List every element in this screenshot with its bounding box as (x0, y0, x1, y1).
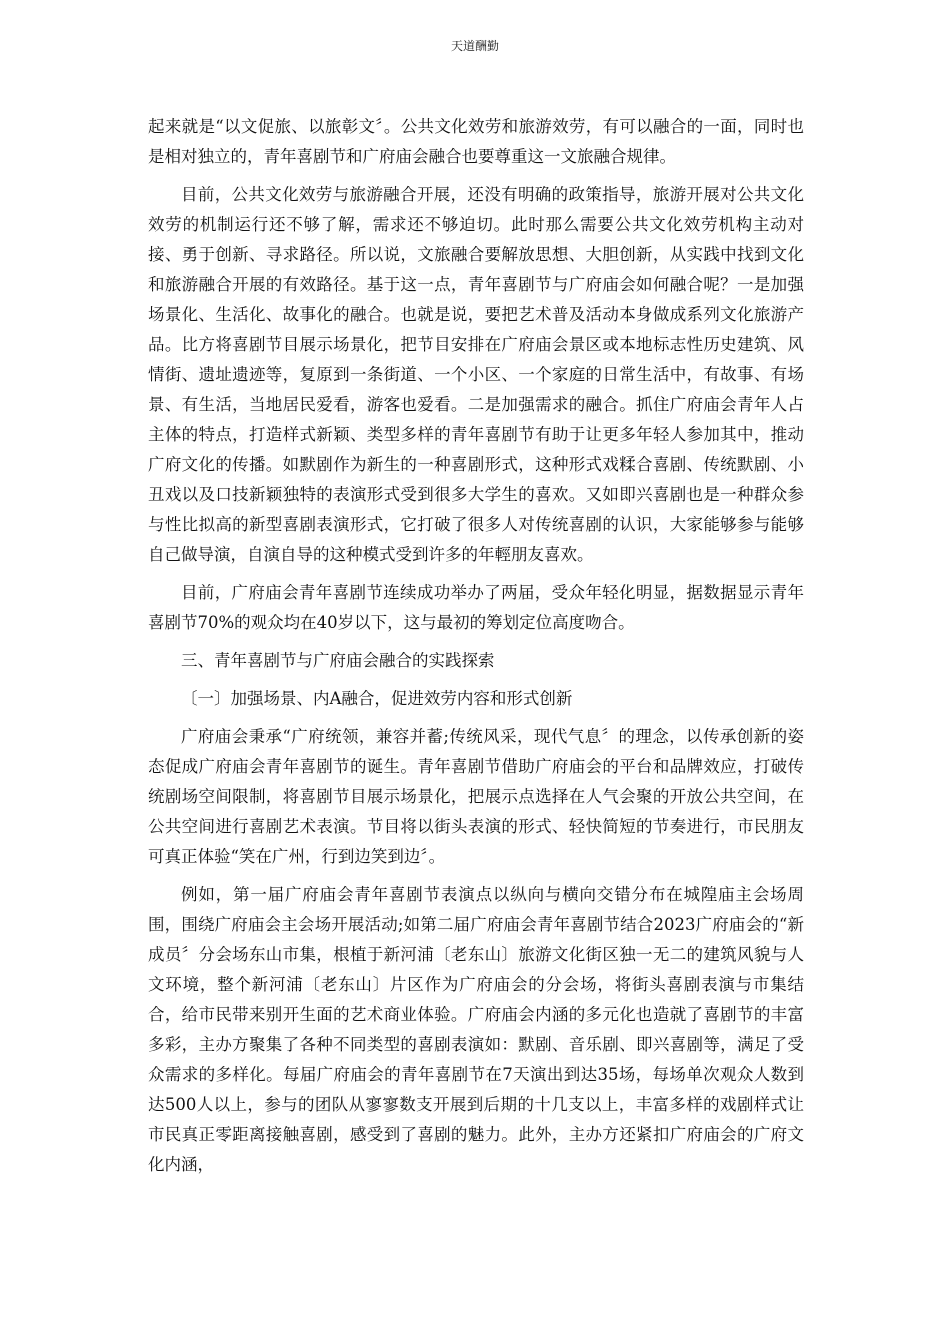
paragraph-continuation: 起来就是“以文促旅、以旅彰文〞。公共文化效劳和旅游效劳，有可以融合的一面，同时也是相对独立的，青年喜剧节和广府庙会融合也要尊重这一文旅融合规律。 (148, 117, 804, 166)
paragraph: 目前，公共文化效劳与旅游融合开展，还没有明确的政策指导，旅游开展对公共文化效劳的机制运行还不够了解，需求还不够迫切。此时那么需要公共文化效劳机构主动对接、勇于创新、寻求路径。所以说，文旅融合要解放思想、大胆创新，从实践中找到文化和旅游融合开展的有效路径。基于这一点，青年喜剧节与广府庙会如何融合呢？一是加强场景化、生活化、故事化的融合。也就是说，要把艺术普及活动本身做成系列文化旅游产品。比方将喜剧节目展示场景化，把节目安排在广府庙会景区或本地标志性历史建筑、风情街、遗址遗迹等，复原到一条街道、一个小区、一个家庭的日常生活中，有故事、有场景、有生活，当地居民爱看，游客也爱看。二是加强需求的融合。抓住广府庙会青年人占主体的特点，打造样式新颖、类型多样的青年喜剧节有助于让更多年轻人参加其中，推动广府文化的传播。如默剧作为新生的一种喜剧形式，这种形式戏糅合喜剧、传统默剧、小丑戏以及口技新颖独特的表演形式受到很多大学生的喜欢。又如即兴喜剧也是一种群众参与性比拟高的新型喜剧表演形式，它打破了很多人对传统喜剧的认识，大家能够参与能够自己做导演，自演自导的这种模式受到许多的年輕朋友喜欢。 (148, 185, 804, 564)
paragraph: 例如，第一届广府庙会青年喜剧节表演点以纵向与横向交错分布在城隍庙主会场周围，围绕广府庙会主会场开展活动;如第二届广府庙会青年喜剧节结合2023广府庙会的“新成员〞分会场东山市集，根植于新河浦〔老东山〕旅游文化街区独一无二的建筑风貌与人文环境，整个新河浦〔老东山〕片区作为广府庙会的分会场，将街头喜剧表演与市集结合，给市民带来别开生面的艺术商业体验。广府庙会内涵的多元化也造就了喜剧节的丰富多彩，主办方聚集了各种不同类型的喜剧表演如：默剧、音乐剧、即兴喜剧等，满足了受众需求的多样化。每届广府庙会的青年喜剧节在7天演出到达35场，每场单次观众人数到达500人以上，参与的团队从寥寥数支开展到后期的十几支以上，丰富多样的戏剧样式让市民真正零距离接触喜剧，感受到了喜剧的魅力。此外，主办方还紧扣广府庙会的广府文化内涵， (148, 885, 804, 1174)
document-body (148, 112, 804, 1180)
section-heading: 三、青年喜剧节与广府庙会融合的实践探索 (181, 651, 495, 670)
subsection-heading: 〔一〕加强场景、内A融合，促进效劳内容和形式创新 (181, 689, 573, 708)
page-header: 天道酬勤 (450, 39, 499, 53)
paragraph: 目前，广府庙会青年喜剧节连续成功举办了两届，受众年轻化明显，据数据显示青年喜剧节70%的观众均在40岁以下，这与最初的筹划定位高度吻合。 (148, 583, 804, 632)
paragraph: 广府庙会秉承“广府统领，兼容并蓄;传统风采，现代气息〞的理念，以传承创新的姿态促成广府庙会青年喜剧节的诞生。青年喜剧节借助广府庙会的平台和品牌效应，打破传统剧场空间限制，将喜剧节目展示场景化，把展示点选择在人气会聚的开放公共空间，在公共空间进行喜剧艺术表演。节目将以街头表演的形式、轻快简短的节奏进行，市民朋友可真正体验“笑在广州，行到边笑到边〞。 (148, 727, 804, 866)
